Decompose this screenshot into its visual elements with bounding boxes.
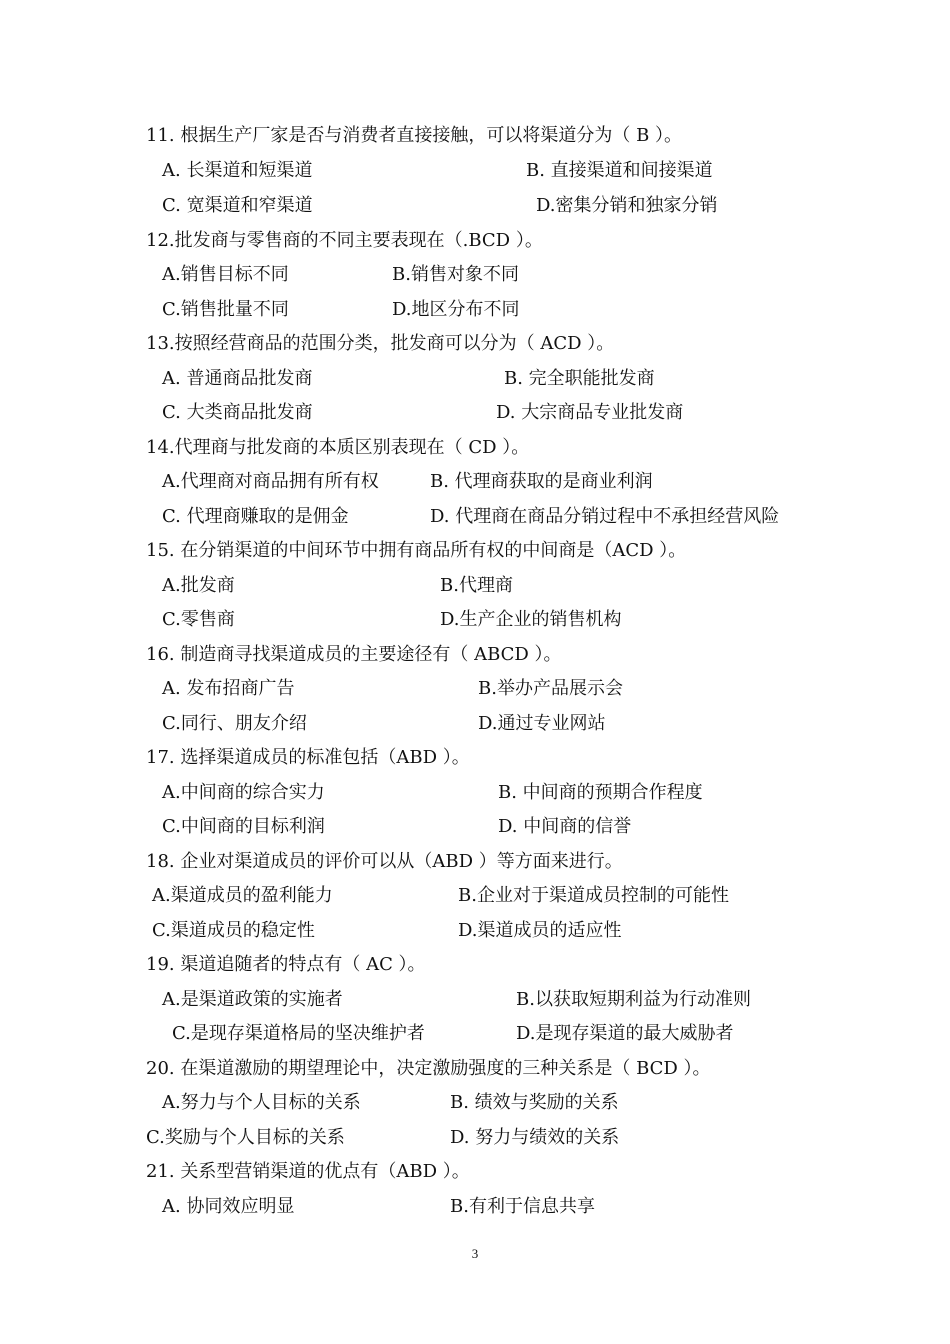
option: B.举办产品展示会 bbox=[478, 678, 623, 699]
option: A.中间商的综合实力 bbox=[162, 782, 325, 803]
option: C.中间商的目标利润 bbox=[162, 816, 325, 837]
option: C. 大类商品批发商 bbox=[162, 402, 313, 423]
option: A.渠道成员的盈利能力 bbox=[152, 885, 333, 906]
option: A.努力与个人目标的关系 bbox=[162, 1092, 361, 1113]
option: D. 大宗商品专业批发商 bbox=[496, 402, 684, 423]
option: D.通过专业网站 bbox=[478, 713, 606, 734]
question-stem: 19. 渠道追随者的特点有（ AC ）。 bbox=[146, 954, 426, 975]
option: B. 绩效与奖励的关系 bbox=[450, 1092, 619, 1113]
option: A.代理商对商品拥有所有权 bbox=[162, 471, 379, 492]
option: B.销售对象不同 bbox=[392, 264, 519, 285]
option: B.企业对于渠道成员控制的可能性 bbox=[458, 885, 729, 906]
option: D.生产企业的销售机构 bbox=[440, 609, 622, 630]
option: C.是现存渠道格局的坚决维护者 bbox=[172, 1023, 425, 1044]
option: B. 完全职能批发商 bbox=[504, 368, 655, 389]
option: B.有利于信息共享 bbox=[450, 1196, 595, 1217]
question-stem: 20. 在渠道激励的期望理论中，决定激励强度的三种关系是（ BCD ）。 bbox=[146, 1058, 711, 1079]
option: D.渠道成员的适应性 bbox=[458, 920, 622, 941]
option: C.销售批量不同 bbox=[162, 299, 289, 320]
option: D.是现存渠道的最大威胁者 bbox=[516, 1023, 734, 1044]
question-stem: 13.按照经营商品的范围分类，批发商可以分为（ ACD ）。 bbox=[146, 333, 615, 354]
option: B.代理商 bbox=[440, 575, 513, 596]
option: A. 长渠道和短渠道 bbox=[162, 160, 313, 181]
option: B. 直接渠道和间接渠道 bbox=[526, 160, 713, 181]
question-stem: 11. 根据生产厂家是否与消费者直接接触，可以将渠道分为（ B ）。 bbox=[146, 125, 683, 146]
question-stem: 17. 选择渠道成员的标准包括（ABD ）。 bbox=[146, 747, 470, 768]
option: B.以获取短期利益为行动准则 bbox=[516, 989, 751, 1010]
question-stem: 21. 关系型营销渠道的优点有（ABD ）。 bbox=[146, 1161, 470, 1182]
question-stem: 12.批发商与零售商的不同主要表现在（.BCD ）。 bbox=[146, 230, 543, 251]
option: C.同行、朋友介绍 bbox=[162, 713, 307, 734]
option: A. 普通商品批发商 bbox=[162, 368, 313, 389]
option: D.密集分销和独家分销 bbox=[536, 195, 718, 216]
question-stem: 15. 在分销渠道的中间环节中拥有商品所有权的中间商是（ACD ）。 bbox=[146, 540, 687, 561]
option: C.零售商 bbox=[162, 609, 235, 630]
question-stem: 18. 企业对渠道成员的评价可以从（ABD ）等方面来进行。 bbox=[146, 851, 623, 872]
option: C.渠道成员的稳定性 bbox=[152, 920, 315, 941]
option: A.是渠道政策的实施者 bbox=[162, 989, 343, 1010]
option: C. 代理商赚取的是佣金 bbox=[162, 506, 349, 527]
option: B. 代理商获取的是商业利润 bbox=[430, 471, 653, 492]
option: A. 协同效应明显 bbox=[162, 1196, 295, 1217]
option: B. 中间商的预期合作程度 bbox=[498, 782, 703, 803]
option: D.地区分布不同 bbox=[392, 299, 520, 320]
option: C.奖励与个人目标的关系 bbox=[146, 1127, 345, 1148]
page-number: 3 bbox=[471, 1246, 479, 1261]
question-stem: 16. 制造商寻找渠道成员的主要途径有（ ABCD ）。 bbox=[146, 644, 562, 665]
option: A. 发布招商广告 bbox=[162, 678, 295, 699]
question-stem: 14.代理商与批发商的本质区别表现在（ CD ）。 bbox=[146, 437, 530, 458]
option: D. 努力与绩效的关系 bbox=[450, 1127, 620, 1148]
option: D. 代理商在商品分销过程中不承担经营风险 bbox=[430, 506, 780, 527]
option: C. 宽渠道和窄渠道 bbox=[162, 195, 313, 216]
option: D. 中间商的信誉 bbox=[498, 816, 632, 837]
option: A.批发商 bbox=[162, 575, 235, 596]
option: A.销售目标不同 bbox=[162, 264, 289, 285]
